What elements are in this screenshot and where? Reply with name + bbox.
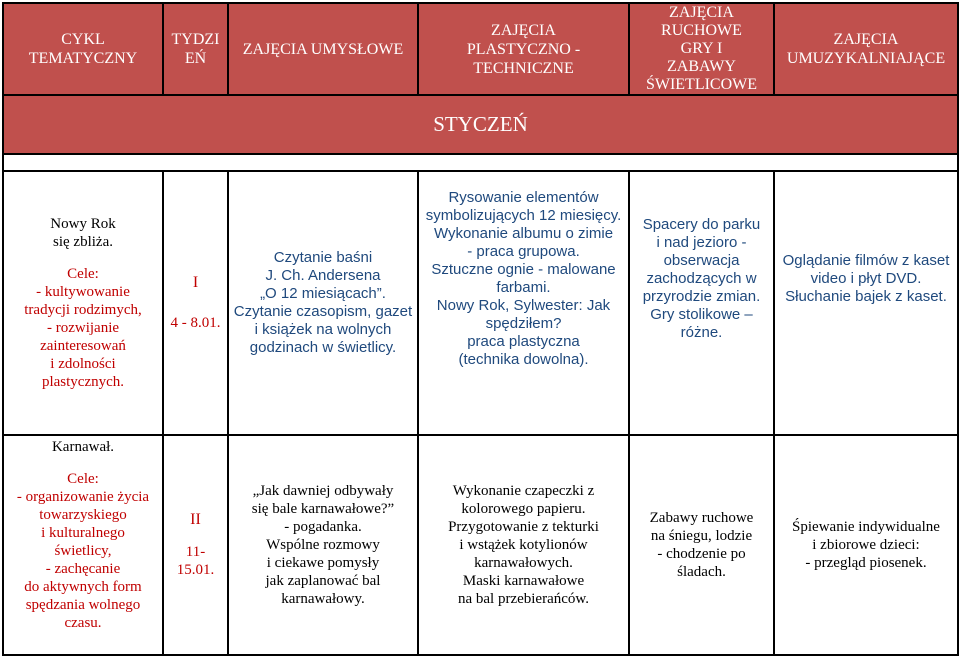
art-cell: Rysowanie elementów symbolizujących 12 miesięcy. Wykonanie albumu o zimie - praca grupowa. Sztuczne ognie - malowane farbami. Nowy Rok, Sylwester: Jak spędziłem? praca plastyczna (technika dowolna). (418, 171, 629, 435)
goals-label: Cele: (67, 471, 99, 487)
header-movement: ZAJĘCIA RUCHOWE GRY I ZABAWY ŚWIETLICOWE (629, 3, 774, 95)
goals-label: Cele: (67, 266, 99, 282)
table-row (3, 435, 958, 655)
header-cycle: CYKL TEMATYCZNY (3, 3, 163, 95)
month-title: STYCZEŃ (3, 95, 958, 154)
header-music: ZAJĘCIA UMUZYKALNIAJĄCE (774, 3, 958, 95)
art-cell: Wykonanie czapeczki z kolorowego papieru. Przygotowanie z tekturki i wstążek kotylionów karnawałowych. Maski karnawałowe na bal przebierańców. (418, 435, 629, 655)
schedule-table (2, 2, 959, 656)
month-row (3, 95, 958, 154)
mental-cell: Czytanie baśni J. Ch. Andersena „O 12 miesiącach”. Czytanie czasopism, gazet i książek na wolnych godzinach w świetlicy. (228, 171, 418, 435)
theme-title: Karnawał. (51, 439, 115, 455)
theme-title: Nowy Rok się zbliża. (50, 216, 116, 250)
week-dates: 11- 15.01. (176, 544, 215, 578)
movement-cell: Spacery do parku i nad jezioro - obserwacja zachodzących w przyrodzie zmian. Gry stolikowe – różne. (629, 171, 774, 435)
table-row (3, 171, 958, 435)
music-cell: Oglądanie filmów z kaset video i płyt DVD. Słuchanie bajek z kaset. (774, 171, 958, 435)
goals-text: - organizowanie życia towarzyskiego i kulturalnego świetlicy, - zachęcanie do aktywnych form spędzania wolnego czasu. (16, 489, 150, 631)
goals-text: - kultywowanie tradycji rodzimych, - rozwijanie zainteresowań i zdolności plastycznych. (24, 284, 142, 390)
week-dates: 4 - 8.01. (170, 315, 221, 331)
week-number: I (192, 274, 199, 291)
mental-cell: „Jak dawniej odbywały się bale karnawałowe?” - pogadanka. Wspólne rozmowy i ciekawe pomysły jak zaplanować bal karnawałowy. (228, 435, 418, 655)
spacer-row (3, 154, 958, 171)
movement-cell: Zabawy ruchowe na śniegu, lodzie - chodzenie po śladach. (629, 435, 774, 655)
week-cell (163, 171, 228, 435)
week-number: II (190, 511, 201, 528)
theme-cell (3, 171, 163, 435)
week-cell (163, 435, 228, 655)
header-mental: ZAJĘCIA UMYSŁOWE (228, 3, 418, 95)
theme-cell (3, 435, 163, 655)
header-art: ZAJĘCIA PLASTYCZNO - TECHNICZNE (418, 3, 629, 95)
header-week: TYDZI EŃ (163, 3, 228, 95)
header-row (3, 3, 958, 95)
music-cell: Śpiewanie indywidualne i zbiorowe dzieci: - przegląd piosenek. (774, 435, 958, 655)
